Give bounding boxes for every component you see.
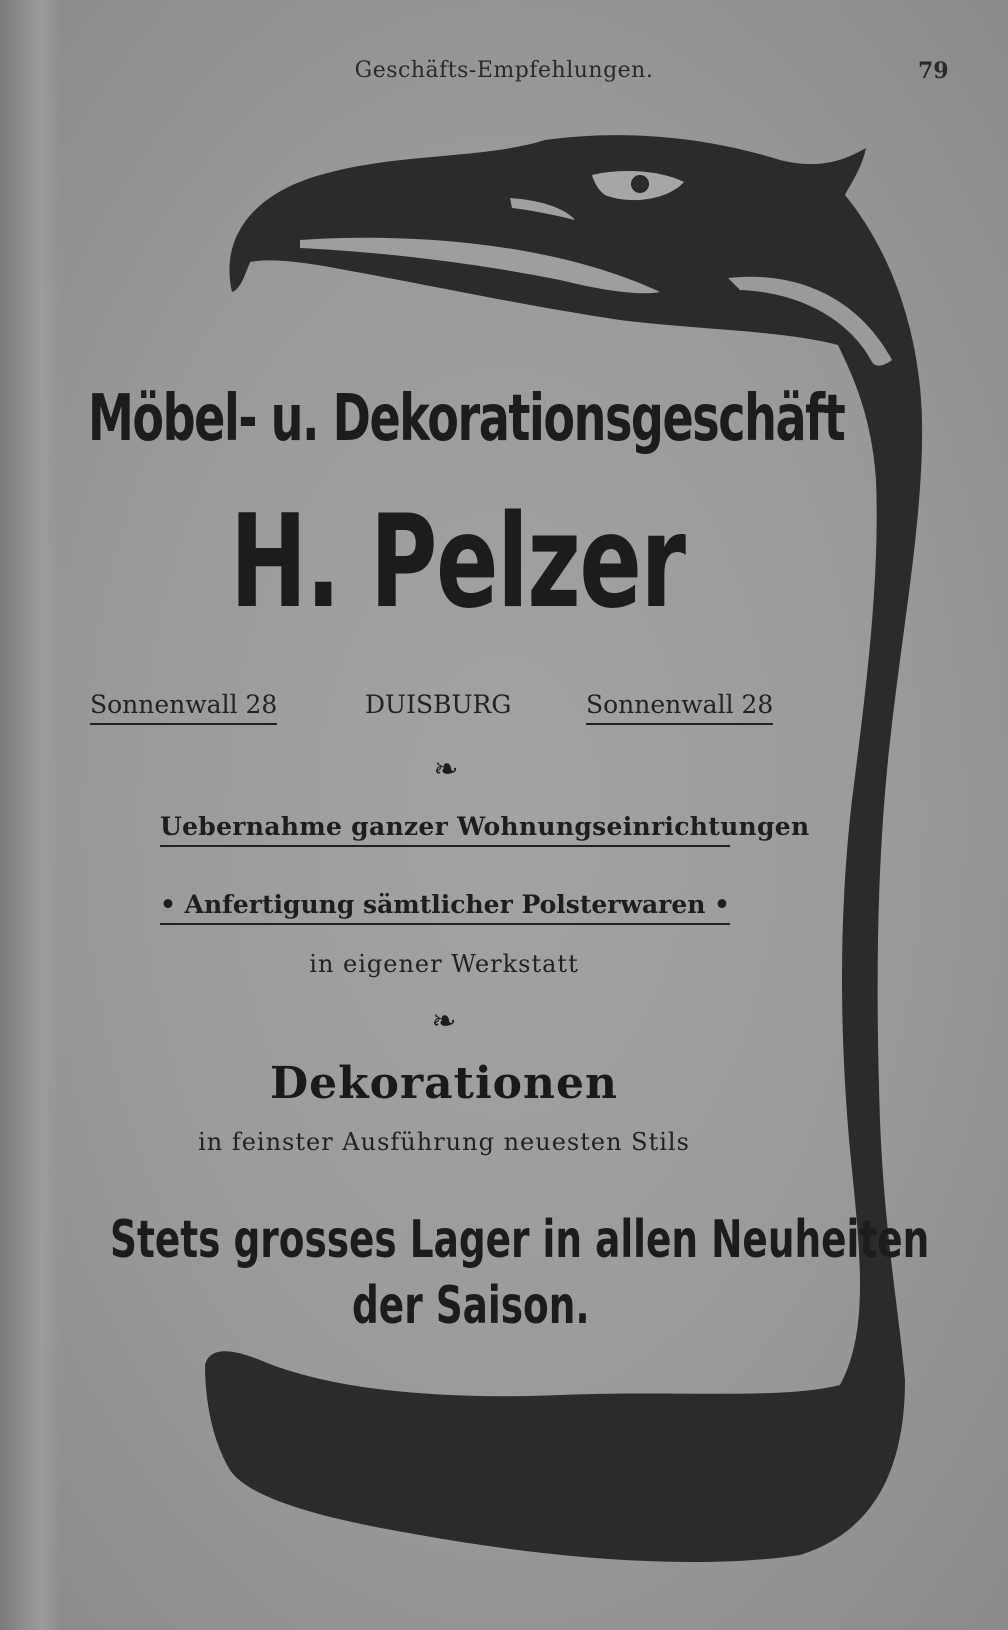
- owner-name: H. Pelzer: [230, 488, 685, 637]
- address-left: Sonnenwall 28: [90, 690, 277, 725]
- bullet-right: •: [714, 890, 730, 919]
- fleuron-icon: ❧: [433, 752, 459, 787]
- upholstery-line: [160, 890, 730, 925]
- bullet-left: •: [160, 890, 176, 919]
- stock-line-1: Stets grosses Lager in allen Neuheiten: [110, 1210, 930, 1270]
- address-city: DUISBURG: [365, 690, 512, 719]
- fleuron-icon-2: ❧: [431, 1004, 457, 1039]
- upholstery-text: Anfertigung sämtlicher Polsterwaren: [184, 890, 706, 919]
- decorations-subtitle: in feinster Ausführung neuesten Stils: [198, 1128, 690, 1156]
- running-head: Geschäfts-Empfehlungen.: [354, 58, 654, 83]
- page-number: 79: [918, 58, 949, 84]
- address-right: Sonnenwall 28: [586, 690, 773, 725]
- firm-heading: Möbel- u. Dekorationsgeschäft: [88, 382, 845, 456]
- stock-line-2: der Saison.: [352, 1276, 590, 1336]
- takeover-line: Uebernahme ganzer Wohnungseinrichtungen: [160, 812, 730, 847]
- workshop-line: in eigener Werkstatt: [309, 950, 579, 978]
- decorations-title: Dekorationen: [269, 1058, 619, 1109]
